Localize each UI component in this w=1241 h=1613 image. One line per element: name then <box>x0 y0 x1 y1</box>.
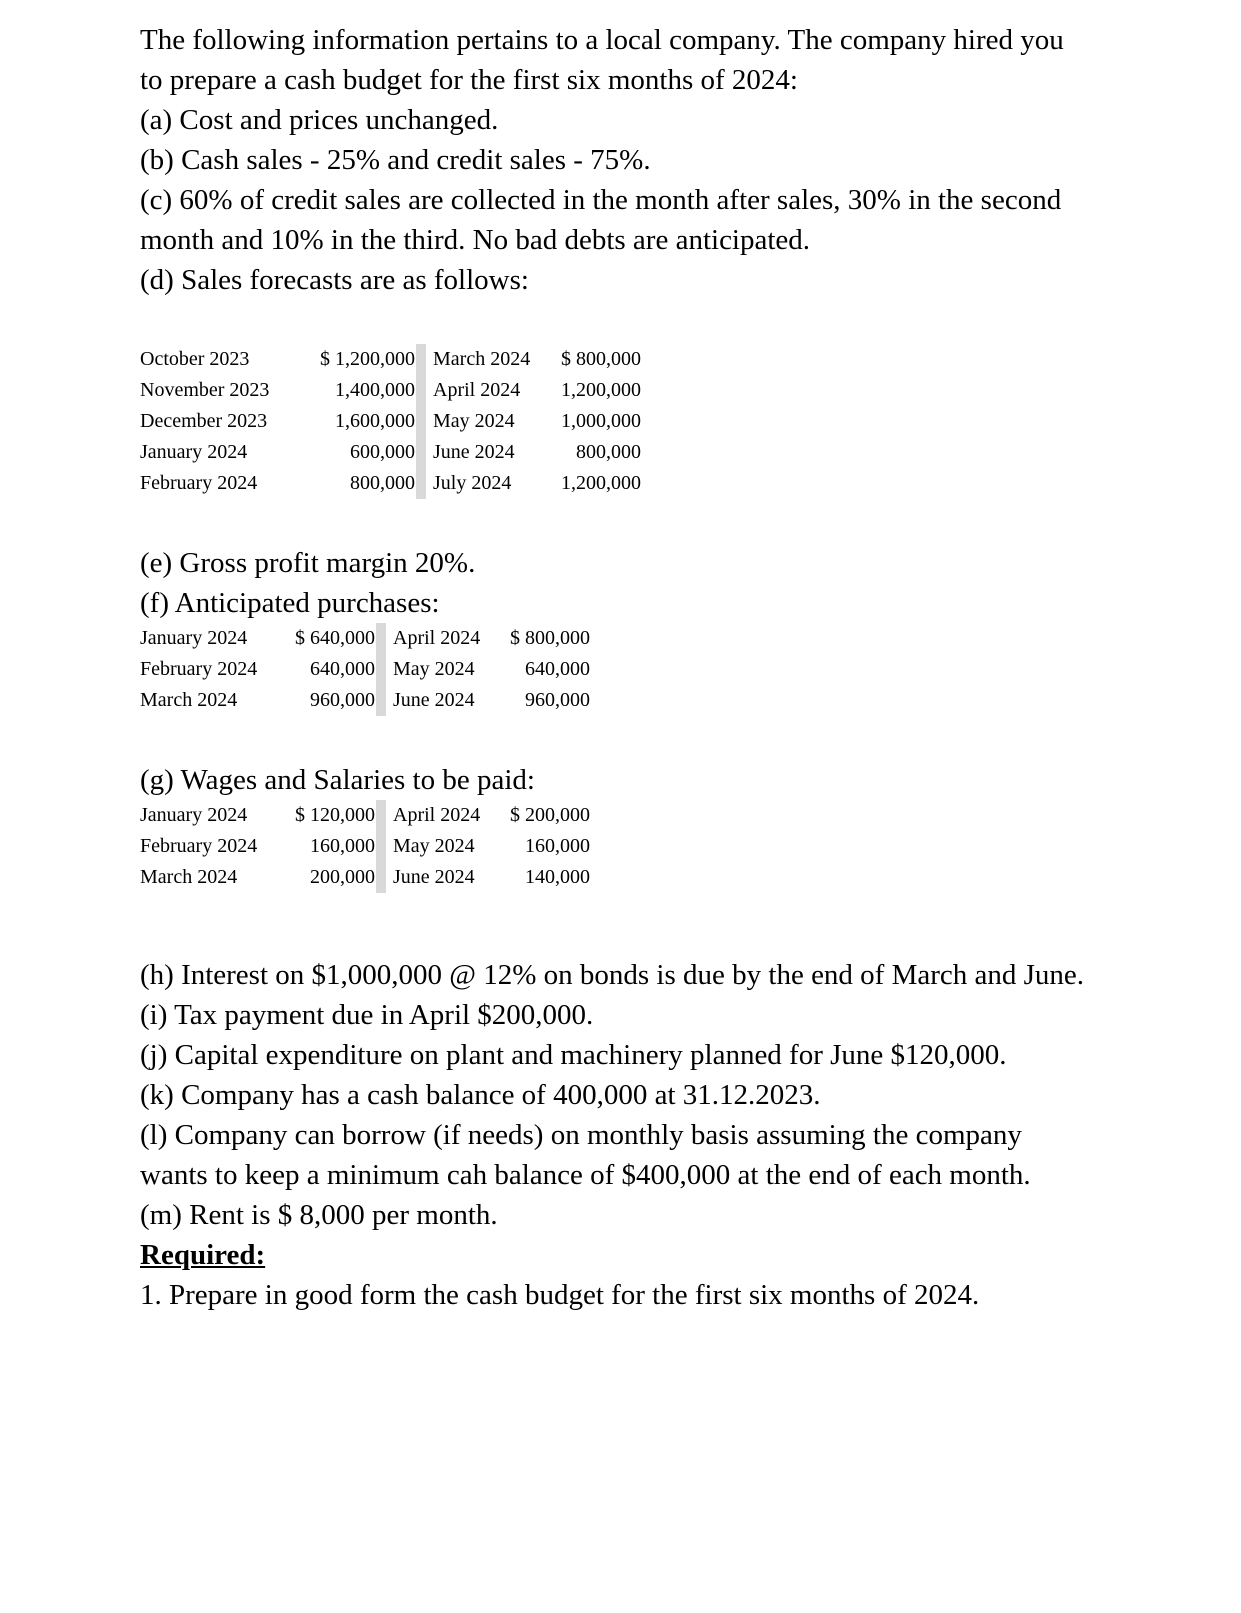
point-m: (m) Rent is $ 8,000 per month. <box>140 1199 498 1231</box>
month-label: May 2024 <box>433 410 515 432</box>
month-label: February 2024 <box>140 472 258 494</box>
table-row <box>140 623 1141 654</box>
table-row <box>140 344 1141 375</box>
month-label: April 2024 <box>433 379 521 401</box>
month-label: June 2024 <box>393 866 475 888</box>
point-f: (f) Anticipated purchases: <box>140 587 440 619</box>
month-label: January 2024 <box>140 804 248 826</box>
table-divider <box>376 831 386 862</box>
amount-value: 800,000 <box>350 472 415 494</box>
table-row <box>140 831 1141 862</box>
month-label: June 2024 <box>393 689 475 711</box>
table-divider <box>416 406 426 437</box>
month-label: December 2023 <box>140 410 268 432</box>
month-label: April 2024 <box>393 627 481 649</box>
purchases-table <box>140 623 1141 716</box>
month-label: February 2024 <box>140 835 258 857</box>
amount-value: $ 200,000 <box>510 804 590 826</box>
table-row <box>140 437 1141 468</box>
sales-forecast-table <box>140 344 1141 499</box>
amount-value: 200,000 <box>310 866 375 888</box>
table-row <box>140 468 1141 499</box>
point-j: (j) Capital expenditure on plant and machinery planned for June $120,000. <box>140 1039 1007 1071</box>
intro-paragraph: The following information pertains to a local company. The company hired you to prepare a cash budget for the first six months of 2024: <box>140 24 1064 96</box>
amount-value: 640,000 <box>310 658 375 680</box>
amount-value: 160,000 <box>310 835 375 857</box>
table-divider <box>376 800 386 831</box>
table-divider <box>376 623 386 654</box>
amount-value: 600,000 <box>350 441 415 463</box>
wages-table <box>140 800 1141 893</box>
amount-value: 160,000 <box>525 835 590 857</box>
month-label: April 2024 <box>393 804 481 826</box>
point-b: (b) Cash sales - 25% and credit sales - 75%. <box>140 144 651 176</box>
table-row <box>140 406 1141 437</box>
month-label: February 2024 <box>140 658 258 680</box>
amount-value: 960,000 <box>525 689 590 711</box>
point-l: (l) Company can borrow (if needs) on monthly basis assuming the company wants to keep a minimum cah balance of $400,000 at the end of each month. <box>140 1119 1031 1191</box>
amount-value: 960,000 <box>310 689 375 711</box>
table-divider <box>376 654 386 685</box>
amount-value: $ 120,000 <box>295 804 375 826</box>
table-divider <box>416 437 426 468</box>
month-label: March 2024 <box>140 689 238 711</box>
month-label: January 2024 <box>140 441 248 463</box>
point-k: (k) Company has a cash balance of 400,000 at 31.12.2023. <box>140 1079 821 1111</box>
table-row <box>140 654 1141 685</box>
table-divider <box>376 862 386 893</box>
required-heading: Required: <box>140 1239 266 1271</box>
amount-value: 1,000,000 <box>561 410 641 432</box>
point-c: (c) 60% of credit sales are collected in the month after sales, 30% in the second month and 10% in the third. No bad debts are anticipated. <box>140 184 1062 256</box>
amount-value: 800,000 <box>576 441 641 463</box>
amount-value: $ 640,000 <box>295 627 375 649</box>
amount-value: 1,600,000 <box>335 410 415 432</box>
month-label: October 2023 <box>140 348 250 370</box>
point-a: (a) Cost and prices unchanged. <box>140 104 499 136</box>
point-i: (i) Tax payment due in April $200,000. <box>140 999 594 1031</box>
table-divider <box>416 344 426 375</box>
month-label: March 2024 <box>140 866 238 888</box>
amount-value: 140,000 <box>525 866 590 888</box>
month-label: June 2024 <box>433 441 515 463</box>
month-label: November 2023 <box>140 379 270 401</box>
month-label: May 2024 <box>393 658 475 680</box>
point-d: (d) Sales forecasts are as follows: <box>140 264 529 296</box>
table-row <box>140 685 1141 716</box>
requirement-1: 1. Prepare in good form the cash budget for the first six months of 2024. <box>140 1279 980 1311</box>
table-divider <box>416 375 426 406</box>
table-row <box>140 862 1141 893</box>
amount-value: 1,400,000 <box>335 379 415 401</box>
amount-value: 1,200,000 <box>561 472 641 494</box>
amount-value: $ 1,200,000 <box>320 348 415 370</box>
month-label: July 2024 <box>433 472 512 494</box>
point-h: (h) Interest on $1,000,000 @ 12% on bonds is due by the end of March and June. <box>140 959 1085 991</box>
amount-value: $ 800,000 <box>561 348 641 370</box>
table-row <box>140 800 1141 831</box>
amount-value: 1,200,000 <box>561 379 641 401</box>
point-g: (g) Wages and Salaries to be paid: <box>140 764 535 796</box>
table-row <box>140 375 1141 406</box>
table-divider <box>416 468 426 499</box>
month-label: January 2024 <box>140 627 248 649</box>
point-e: (e) Gross profit margin 20%. <box>140 547 476 579</box>
month-label: March 2024 <box>433 348 531 370</box>
amount-value: 640,000 <box>525 658 590 680</box>
table-divider <box>376 685 386 716</box>
amount-value: $ 800,000 <box>510 627 590 649</box>
month-label: May 2024 <box>393 835 475 857</box>
